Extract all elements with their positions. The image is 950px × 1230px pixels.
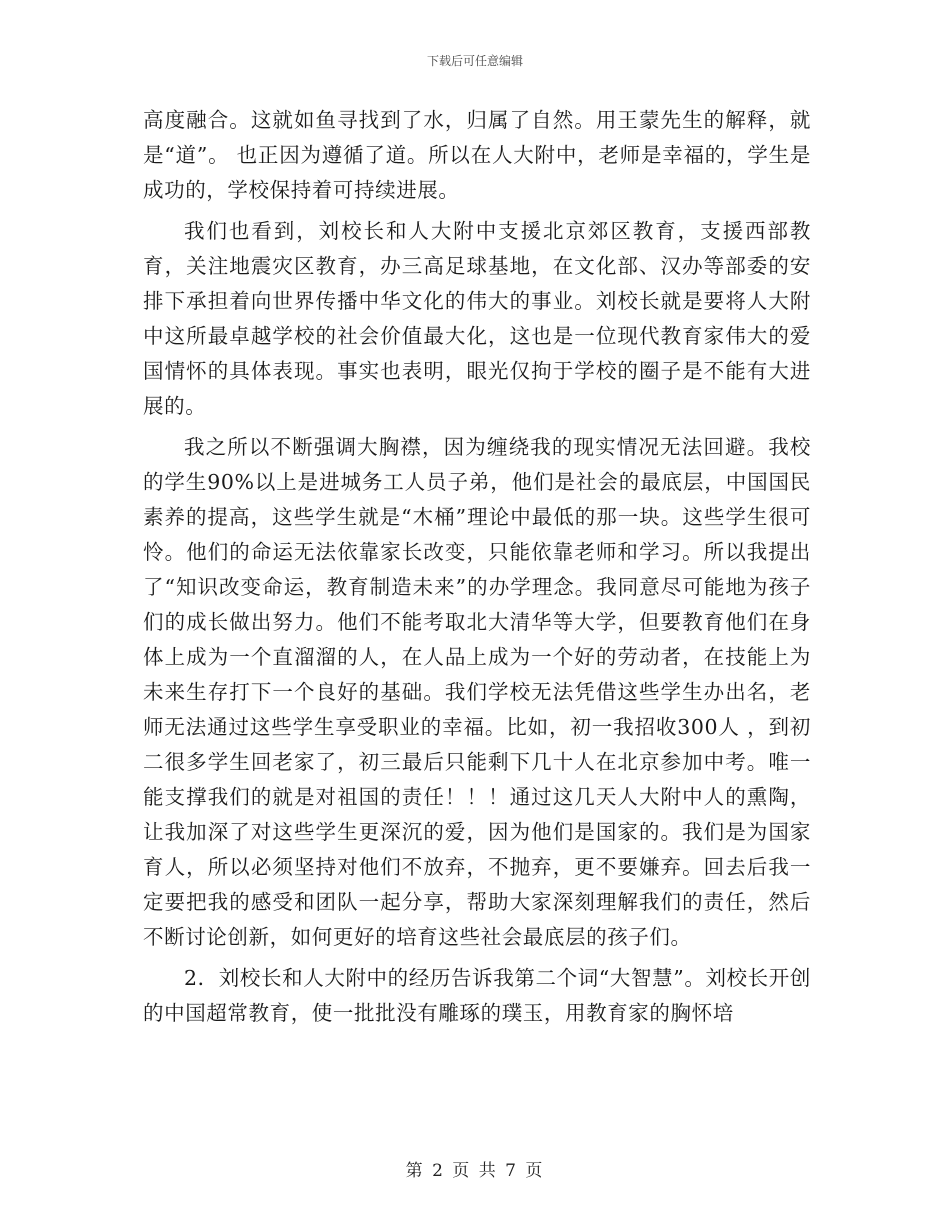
page-footer: 第 2 页 共 7 页 bbox=[405, 1161, 545, 1181]
paragraph-4: 2．刘校长和人大附中的经历告诉我第二个词“大智慧”。刘校长开创的中国超常教育，使一批批没有雕琢的璞玉，用教育家的胸怀培 bbox=[143, 966, 811, 1025]
page-header: 下载后可任意编辑 bbox=[426, 54, 523, 68]
paragraph-1: 高度融合。这就如鱼寻找到了水，归属了自然。用王蒙先生的解释，就是“道”。 也正因为遵循了道。所以在人大附中，老师是幸福的，学生是成功的，学校保持着可持续进展。 bbox=[143, 108, 811, 202]
paragraph-3: 我之所以不断强调大胸襟，因为缠绕我的现实情况无法回避。我校的学生90%以上是进城务工人员子弟，他们是社会的最底层，中国国民素养的提高，这些学生就是“木桶”理论中最低的那一块。这些学生很可怜。他们的命运无法依靠家长改变，只能依靠老师和学习。所以我提出了“知识改变命运，教育制造未来”的办学理念。我同意尽可能地为孩子们的成长做出努力。他们不能考取北大清华等大学，但要教育他们在身体上成为一个直溜溜的人，在人品上成为一个好的劳动者，在技能上为未来生存打下一个良好的基础。我们学校无法凭借这些学生办出名，老师无法通过这些学生享受职业的幸福。比如，初一我招收300人 ，到初二很多学生回老家了，初三最后只能剩下几十人在北京参加中考。唯一能支撑我们的就是对祖国的责任！！！通过这几天人大附中人的熏陶，让我加深了对这些学生更深沉的爱，因为他们是国家的。我们是为国家育人，所以必须坚持对他们不放弃，不抛弃，更不要嫌弃。回去后我一定要把我的感受和团队一起分享，帮助大家深刻理解我们的责任，然后不断讨论创新，如何更好的培育这些社会最底层的孩子们。 bbox=[143, 435, 811, 949]
paragraph-2: 我们也看到，刘校长和人大附中支援北京郊区教育，支援西部教育，关注地震灾区教育，办三高足球基地，在文化部、汉办等部委的安排下承担着向世界传播中华文化的伟大的事业。刘校长就是要将人大附中这所最卓越学校的社会价值最大化，这也是一位现代教育家伟大的爱国情怀的具体表现。事实也表明，眼光仅拘于学校的圈子是不能有大进展的。 bbox=[143, 219, 811, 418]
document-body bbox=[143, 103, 811, 1031]
